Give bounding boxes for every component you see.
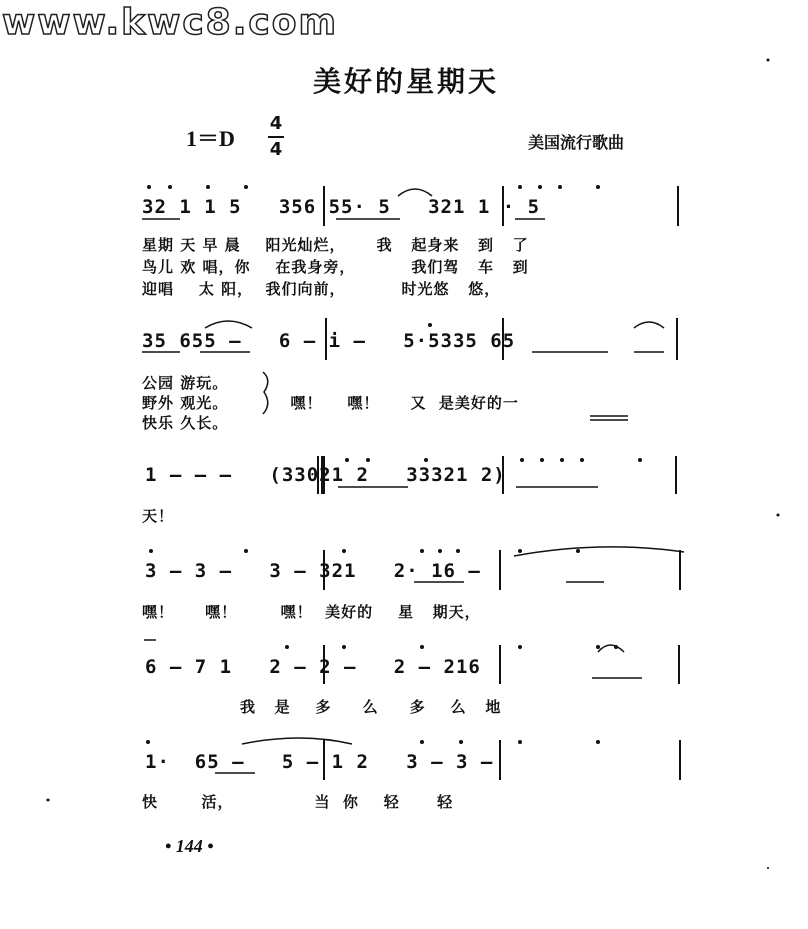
score-row-5-lyric-1: 我 是 多 么 多 么 地 [240, 698, 502, 716]
score-row-5-notes: 6 — 7 1 2 — 2 — 2 — 216 [145, 656, 481, 678]
score-row-3-lyric-1: 天！ [142, 507, 175, 525]
slur [398, 189, 432, 196]
score-row-2-lyric-2: 野外 观光。 嘿！ 嘿！ 又 是美好的一 [142, 394, 519, 412]
octave-dot [428, 323, 432, 327]
octave-dot [596, 645, 600, 649]
octave-dot [420, 549, 424, 553]
time-signature-top: 4 [269, 113, 283, 134]
score-row-1-notes: 32 1 1 5 356 55· 5 321 1 · 5 [142, 196, 541, 218]
octave-dot [518, 185, 522, 189]
octave-dot [147, 185, 151, 189]
score-row-2-lyric-1: 公园 游玩。 [142, 374, 229, 392]
octave-dot [580, 458, 584, 462]
octave-dot [538, 185, 542, 189]
octave-dot [149, 549, 153, 553]
song-source: 美国流行歌曲 [528, 133, 625, 152]
octave-dot [614, 645, 618, 649]
watermark: www.kwc8.com [2, 2, 338, 43]
octave-dot [168, 185, 172, 189]
score-row-1-lyric-1: 星期 天 早 晨 阳光灿烂， 我 起身来 到 了 [142, 236, 529, 254]
octave-dot [206, 185, 210, 189]
score-row-1-lyric-2: 鸟儿 欢 唱，你 在我身旁， 我们驾 车 到 [142, 258, 529, 276]
tie [514, 547, 684, 556]
score-row-6-lyric-1: 快 活， 当 你 轻 轻 [142, 793, 454, 811]
octave-dot [420, 645, 424, 649]
octave-dot [342, 549, 346, 553]
slur [634, 322, 664, 328]
octave-dot [518, 645, 522, 649]
octave-dot [560, 458, 564, 462]
time-signature-bottom: 4 [269, 139, 283, 160]
tie [242, 738, 352, 744]
octave-dot [342, 645, 346, 649]
speck [47, 799, 50, 802]
key-signature: 1＝D [186, 126, 235, 151]
slur [205, 321, 252, 328]
score-row-4-lyric-1: 嘿！ 嘿！ 嘿！ 美好的 星 期天， [142, 603, 481, 621]
octave-dot [285, 645, 289, 649]
score-row-2-lyric-3: 快乐 久长。 [142, 414, 229, 432]
speck [767, 867, 769, 869]
verse-bracket [263, 372, 268, 414]
octave-dot [576, 549, 580, 553]
octave-dot [366, 458, 370, 462]
octave-dot [146, 740, 150, 744]
octave-dot [345, 458, 349, 462]
octave-dot [420, 740, 424, 744]
slur [598, 645, 624, 652]
octave-dot [459, 740, 463, 744]
octave-dot [456, 549, 460, 553]
octave-dot [518, 549, 522, 553]
page-title: 美好的星期天 [313, 65, 500, 98]
octave-dot [518, 740, 522, 744]
score-row-3-notes: 1 — — — (33021 2 33321 2) [145, 464, 506, 486]
score-row-4-notes: 3 — 3 — 3 — 321 2· 16 — [145, 560, 481, 582]
octave-dot [558, 185, 562, 189]
octave-dot [638, 458, 642, 462]
score-row-1-lyric-3: 迎唱 太 阳， 我们向前， 时光悠 悠， [142, 280, 501, 298]
octave-dot [540, 458, 544, 462]
octave-dot [520, 458, 524, 462]
octave-dot [596, 740, 600, 744]
octave-dot [438, 549, 442, 553]
speck [767, 59, 770, 62]
score-row-6-notes: 1· 65 — 5 — 1 2 3 — 3 — [145, 751, 494, 773]
octave-dot [424, 458, 428, 462]
octave-dot [244, 185, 248, 189]
octave-dot [244, 549, 248, 553]
octave-dot [596, 185, 600, 189]
speck [777, 514, 780, 517]
page-number: • 144 • [165, 836, 214, 856]
score-row-2-notes: 35 655 — 6 — i — 5·5335 65 [142, 330, 516, 352]
